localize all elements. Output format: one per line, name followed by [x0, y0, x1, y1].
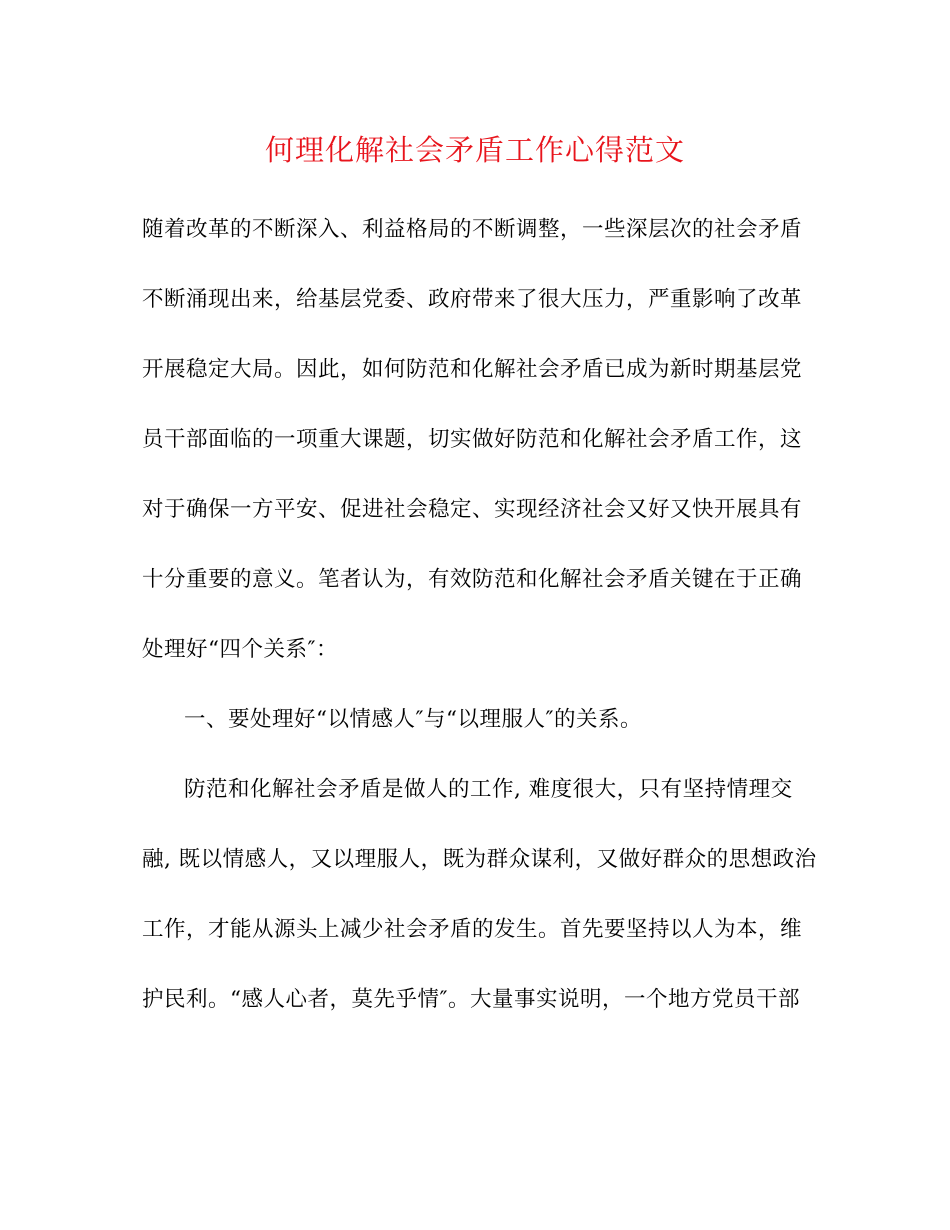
document-title: 何理化解社会矛盾工作心得范文 — [264, 133, 685, 167]
body-line: 处理好“四个关系″： — [142, 637, 339, 662]
body-line: 开展稳定大局。因此，如何防范和化解社会矛盾已成为新时期基层党 — [142, 357, 803, 382]
document-body — [142, 208, 817, 1048]
body-line: 随着改革的不断深入、利益格局的不断调整，一些深层次的社会矛盾 — [142, 217, 803, 242]
body-line: 工作，才能从源头上减少社会矛盾的发生。首先要坚持以人为本，维 — [142, 917, 803, 942]
body-line: 护民利。“感人心者，莫先乎情″。大量事实说明，一个地方党员干部 — [142, 987, 801, 1012]
body-line: 不断涌现出来，给基层党委、政府带来了很大压力，严重影响了改革 — [142, 287, 803, 312]
body-line: 员干部面临的一项重大课题，切实做好防范和化解社会矛盾工作，这 — [142, 427, 803, 452]
body-line: 融, 既以情感人，又以理服人，既为群众谋利，又做好群众的思想政治 — [142, 847, 817, 872]
section-heading: 一、要处理好“以情感人″与“以理服人″的关系。 — [184, 707, 643, 732]
body-line: 对于确保一方平安、促进社会稳定、实现经济社会又好又快开展具有 — [142, 497, 803, 522]
body-line: 防范和化解社会矛盾是做人的工作, 难度很大，只有坚持情理交 — [184, 777, 793, 802]
body-line: 十分重要的意义。笔者认为，有效防范和化解社会矛盾关键在于正确 — [142, 567, 803, 592]
